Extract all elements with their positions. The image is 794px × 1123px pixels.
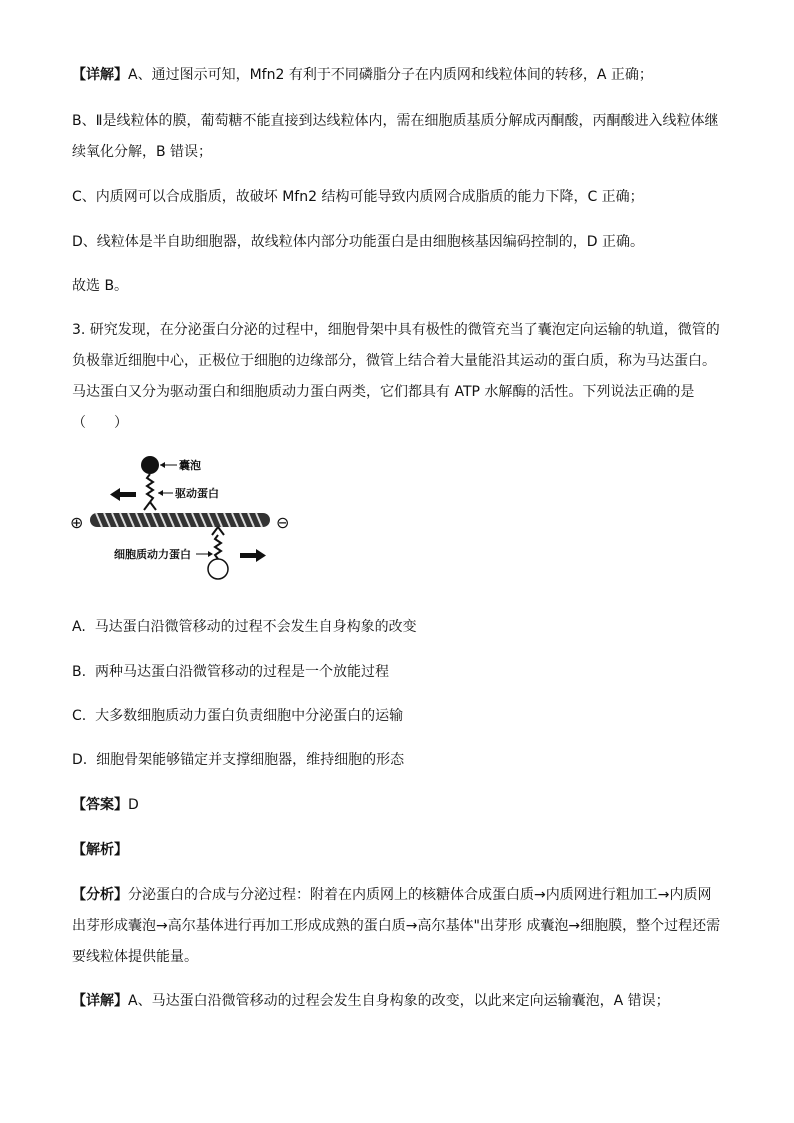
option-a-text: 马达蛋白沿微管移动的过程不会发生自身构象的改变: [94, 619, 417, 635]
explanation-b-line1: B、Ⅱ是线粒体的膜，葡萄糖不能直接到达线粒体内，需在细胞质基质分解成丙酮酸，丙酮酸进入线粒体继: [72, 113, 719, 129]
dynein-feet: [212, 527, 224, 535]
question-line3: 马达蛋白又分为驱动蛋白和细胞质动力蛋白两类，它们都具有 ATP 水解酶的活性。下列说法正确的是: [72, 384, 695, 400]
option-a-letter: A.: [72, 619, 86, 635]
option-c-letter: C.: [72, 708, 87, 724]
analysis-line1-text: 分泌蛋白的合成与分泌过程：附着在内质网上的核糖体合成蛋白质→内质网进行粗加工→内质网: [128, 887, 712, 903]
kinesin-stalk: [147, 474, 153, 502]
option-d-text: 细胞骨架能够锚定并支撑细胞器，维持细胞的形态: [96, 752, 405, 768]
question-line1: 3. 研究发现，在分泌蛋白分泌的过程中，细胞骨架中具有极性的微管充当了囊泡定向运输的轨道，微管的: [72, 322, 720, 338]
minus-end-sign: ⊖: [276, 513, 290, 532]
vesicle-label: 囊泡: [179, 459, 201, 472]
dynein-label: 细胞质动力蛋白: [114, 548, 191, 561]
kinesin-pointer-head: [158, 490, 163, 496]
dynein-stalk: [215, 535, 221, 559]
vesicle-bottom: [208, 559, 228, 579]
left-arrow-shaft: [120, 492, 136, 497]
microtubule: [90, 513, 270, 527]
answer-tag: 【答案】: [72, 797, 128, 813]
plus-end-sign: ⊕: [70, 513, 84, 532]
answer-value: D: [128, 797, 139, 813]
option-b: [72, 657, 724, 688]
option-c-text: 大多数细胞质动力蛋白负责细胞中分泌蛋白的运输: [95, 708, 404, 724]
dynein-pointer-head: [208, 551, 213, 557]
conclusion: 故选 B。: [72, 278, 129, 294]
analysis-line1: [72, 880, 724, 911]
option-a: [72, 612, 724, 643]
option-b-letter: B.: [72, 664, 87, 680]
option-c: [72, 701, 724, 732]
kinesin-label: 驱动蛋白: [175, 487, 219, 500]
explanation-a: [72, 60, 724, 91]
detail-a-text: A、马达蛋白沿微管移动的过程会发生自身构象的改变，以此来定向运输囊泡，A 错误；: [128, 993, 670, 1009]
explanation-b-line2: 续氧化分解，B 错误；: [72, 144, 213, 160]
option-d: [72, 745, 724, 776]
right-arrow-head: [256, 549, 266, 562]
vesicle-top: [141, 456, 159, 474]
analysis-line3: 要线粒体提供能量。: [72, 949, 198, 965]
answer: [72, 790, 724, 821]
analysis-tag: 【分析】: [72, 887, 128, 903]
analysis-line2: 出芽形成囊泡→高尔基体进行再加工形成成熟的蛋白质→高尔基体"出芽形 成囊泡→细胞膜，整个过程还需: [72, 918, 721, 934]
explanation-c: C、内质网可以合成脂质，故破坏 Mfn2 结构可能导致内质网合成脂质的能力下降，C 正确；: [72, 189, 644, 205]
question-blank: （ ）: [72, 415, 128, 431]
question-line2: 负极靠近细胞中心，正极位于细胞的边缘部分，微管上结合着大量能沿其运动的蛋白质，称为马达蛋白。: [72, 353, 716, 369]
explanation-a-text: A、通过图示可知，Mfn2 有利于不同磷脂分子在内质网和线粒体间的转移，A 正确；: [128, 67, 653, 83]
right-arrow-shaft: [240, 553, 256, 558]
analysis-heading: 【解析】: [72, 842, 128, 858]
option-d-letter: D.: [72, 752, 88, 768]
left-arrow-head: [110, 488, 120, 501]
motor-protein-diagram: [66, 448, 306, 598]
kinesin-feet: [144, 502, 156, 510]
detail-a: [72, 986, 724, 1017]
option-b-text: 两种马达蛋白沿微管移动的过程是一个放能过程: [94, 664, 389, 680]
detail-a-tag: 【详解】: [72, 993, 128, 1009]
vesicle-pointer-head: [160, 462, 165, 468]
detail-tag: 【详解】: [72, 67, 128, 83]
explanation-d: D、线粒体是半自助细胞器，故线粒体内部分功能蛋白是由细胞核基因编码控制的，D 正确。: [72, 234, 645, 250]
